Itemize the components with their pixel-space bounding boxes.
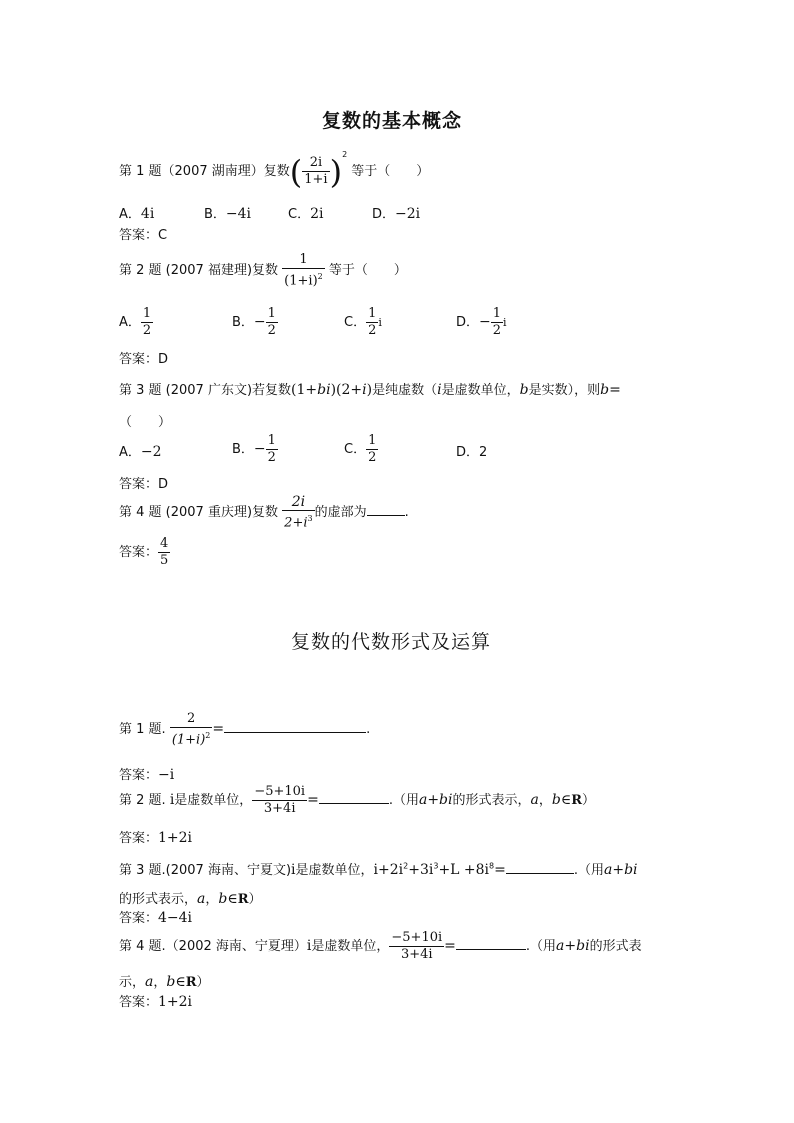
answer: 答案： $\frac{4}{5}$ (119, 536, 169, 568)
option-value: −2i (395, 206, 421, 222)
option-value: 4i (140, 206, 155, 222)
fraction (302, 155, 329, 188)
question-tail: 等于（ ） (328, 263, 407, 279)
question-label: 第 1 题（2007 湖南理）复数 (119, 164, 290, 179)
option-label: D． (372, 207, 396, 222)
frac-den: 1+i (304, 172, 328, 187)
left-paren: ( (289, 152, 303, 191)
option-a: A． $\frac{1}{2}$ (119, 306, 152, 338)
options-row (119, 203, 154, 222)
answer: 答案：4−4i (119, 910, 193, 926)
right-paren: ) (329, 152, 343, 191)
option-value: −4i (225, 206, 252, 222)
question-tail: 等于（ ） (351, 164, 430, 179)
option-d: D．2 (456, 445, 488, 460)
answer: 答案：−i (119, 767, 175, 783)
s2-question-3-cont: 的形式表示，a，b∈R） (119, 891, 262, 907)
s2-question-2: 第 2 题. i是虚数单位， $\frac{-5+10i}{3+4i}$ = .（用a+bi的形式表示，a，b∈R） (119, 784, 596, 816)
option-c: C． $\frac{1}{2}$ i (344, 306, 382, 338)
fraction (282, 252, 325, 289)
option-label: A． (119, 207, 141, 222)
answer-paren: （ ） (119, 415, 172, 430)
option-c: C． $\frac{1}{2}$ (344, 433, 377, 465)
frac-den: $(1+i)^2$ (282, 268, 325, 289)
option-b: B．− $\frac{1}{2}$ (232, 433, 276, 465)
answer: 答案：1+2i (119, 994, 193, 1010)
s2-question-3: 第 3 题.(2007 海南、宁夏文)i是虚数单位，$i+2i^2+3i^3+L +8i^8=$ .（用a+bi (119, 861, 638, 878)
option-label: B． (204, 207, 226, 222)
answer: 答案：1+2i (119, 830, 193, 846)
frac-num: 2i (309, 155, 323, 170)
answer: 答案：D (119, 477, 169, 492)
answer: 答案：C (119, 228, 168, 243)
question-label: 第 2 题 (2007 福建理)复数 (119, 263, 279, 279)
option-b: B．− $\frac{1}{2}$ (232, 306, 276, 338)
option-value: 2i (310, 206, 324, 222)
option-d: D．− $\frac{1}{2}$ i (456, 306, 507, 338)
question-4: 第 4 题 (2007 重庆理)复数 $\frac{2i}{2+i^3}$ 的虚部为 . (119, 494, 409, 531)
s2-question-1: 第 1 题. $\frac{2}{(1+i)^2}$ = . (119, 711, 371, 748)
question-2 (119, 252, 407, 289)
exponent: 2 (342, 150, 348, 159)
question-1 (119, 150, 430, 191)
option-a: A．−2 (119, 444, 162, 460)
option-label: C． (288, 207, 311, 222)
section-title-algebraic: 复数的代数形式及运算 (291, 631, 492, 653)
s2-question-4-cont: 示，a，b∈R） (119, 974, 210, 990)
s2-question-4: 第 4 题.（2002 海南、宁夏理）i是虚数单位， $\frac{-5+10i}{3+4i}$ = .（用a+bi的形式表 (119, 930, 642, 962)
frac-num: 1 (299, 252, 308, 267)
question-3: 第 3 题 (2007 广东文)若复数(1+bi)(2+i)是纯虚数（i是虚数单位，b是实数），则b= (119, 382, 621, 398)
section-title-basic: 复数的基本概念 (322, 110, 463, 132)
answer: 答案：D (119, 352, 169, 367)
